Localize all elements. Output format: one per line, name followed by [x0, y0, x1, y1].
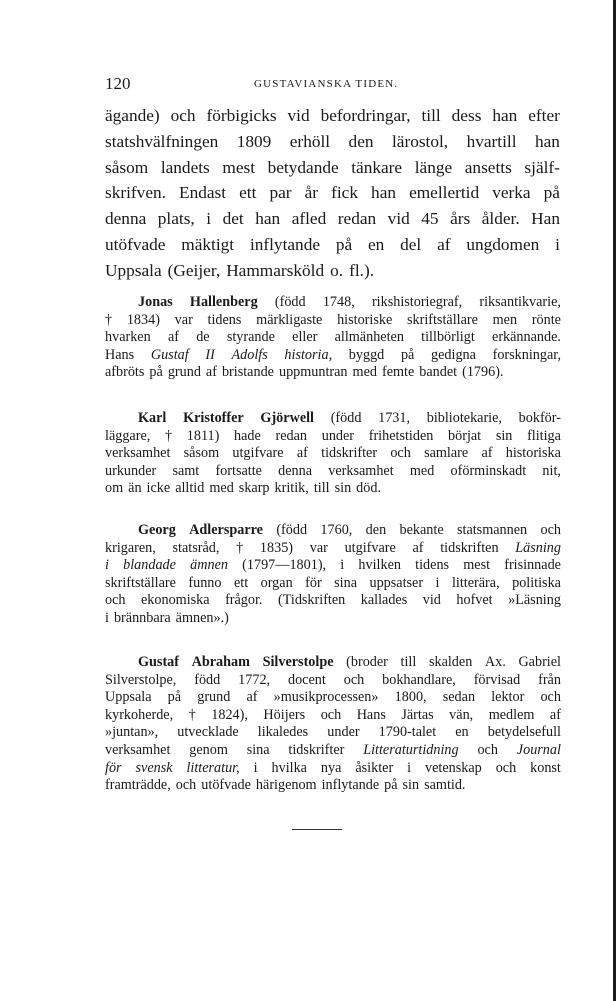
bio-line: i brännbara ämnen».) [105, 609, 229, 626]
running-title: GUSTAVIANSKA TIDEN. [254, 78, 399, 90]
bio-first-line: Gustaf Abraham Silverstolpe (broder till skalden Ax. Gabriel [138, 654, 561, 670]
bio-line: Silverstolpe, född 1772, docent och bokhandlare, förvisad från [105, 671, 561, 688]
main-text-line: denna plats, i det han afled redan vid 45 års ålder. Han [105, 209, 560, 229]
bio-line: verksamhet såsom utgifvare af tidskrifter och samlare af historiska [105, 445, 561, 462]
page-number: 120 [105, 74, 131, 93]
bio-first-line: Jonas Hallenberg (född 1748, rikshistoriegraf, riksantikvarie, [138, 294, 561, 310]
bio-line: och ekonomiska frågor. (Tidskriften kallades vid hofvet »Läsning [105, 592, 561, 609]
bio-line: »juntan», utvecklade likaledes under 1790-talet en betydelsefull [105, 724, 561, 741]
bio-line: läggare, † 1811) hade redan under frihetstiden börjat sin flitiga [105, 427, 561, 444]
bio-line: krigaren, statsråd, † 1835) var utgifvare af tidskriften Läsning [105, 539, 561, 556]
bio-line: framträdde, och utöfvade härigenom inflytande på sin samtid. [105, 777, 466, 794]
bio-line: skriftställare funno ett organ för sina uppsatser i litterära, politiska [105, 574, 561, 591]
bio-line: Hans Gustaf II Adolfs historia, byggd på gedigna forskningar, [105, 346, 561, 363]
bio-line: † 1834) var tidens märkligaste historiske skriftställare men rönte [105, 311, 561, 328]
bio-line: afbröts på grund af bristande uppmuntran med femte bandet (1796). [105, 364, 504, 381]
page-header [105, 74, 560, 96]
bio-gustaf-abraham-silverstolpe [105, 654, 561, 795]
bio-line: om än icke alltid med skarp kritik, till sin död. [105, 480, 381, 497]
main-paragraph [105, 103, 560, 284]
bio-line: i blandade ämnen (1797—1801), i hvilken tidens mest frisinnade [105, 557, 561, 574]
bio-line: Uppsala på grund af »musikprocessen» 1800, sedan lektor och [105, 689, 561, 706]
main-text-line: skrifven. Endast ett par år fick han emellertid verka på [105, 183, 560, 203]
section-rule [292, 829, 342, 830]
main-text-line: ägande) och förbigicks vid befordringar, till dess han efter [105, 106, 560, 125]
main-text-line: såsom landets mest betydande tänkare länge ansetts själf- [105, 157, 560, 177]
bio-karl-kristoffer-gjorwell [105, 410, 561, 498]
bio-line: hvarken af de styrande eller allmänheten tillbörligt erkännande. [105, 329, 561, 346]
bio-georg-adlersparre [105, 522, 561, 628]
bio-jonas-hallenberg [105, 294, 561, 382]
bio-line: kyrkoherde, † 1824), Höijers och Hans Järtas vän, medlem af [105, 706, 561, 723]
bio-line: urkunder samt fortsatte denna verksamhet med oförminskadt nit, [105, 462, 561, 479]
bio-first-line: Karl Kristoffer Gjörwell (född 1731, bibliotekarie, bokför- [138, 410, 561, 426]
main-text-line: utöfvade mäktigt inflytande på en del af ungdomen i [105, 234, 560, 254]
bio-line: för svensk litteratur, i hvilka nya åsikter i vetenskap och konst [105, 759, 561, 776]
bio-line: verksamhet genom sina tidskrifter Litteraturtidning och Journal [105, 741, 561, 758]
bio-first-line: Georg Adlersparre (född 1760, den bekante statsmannen och [138, 522, 561, 538]
main-text-line: Uppsala (Geijer, Hammarsköld o. fl.). [105, 260, 375, 280]
main-text-line: statshvälfningen 1809 erhöll den lärostol, hvartill han [105, 131, 560, 151]
